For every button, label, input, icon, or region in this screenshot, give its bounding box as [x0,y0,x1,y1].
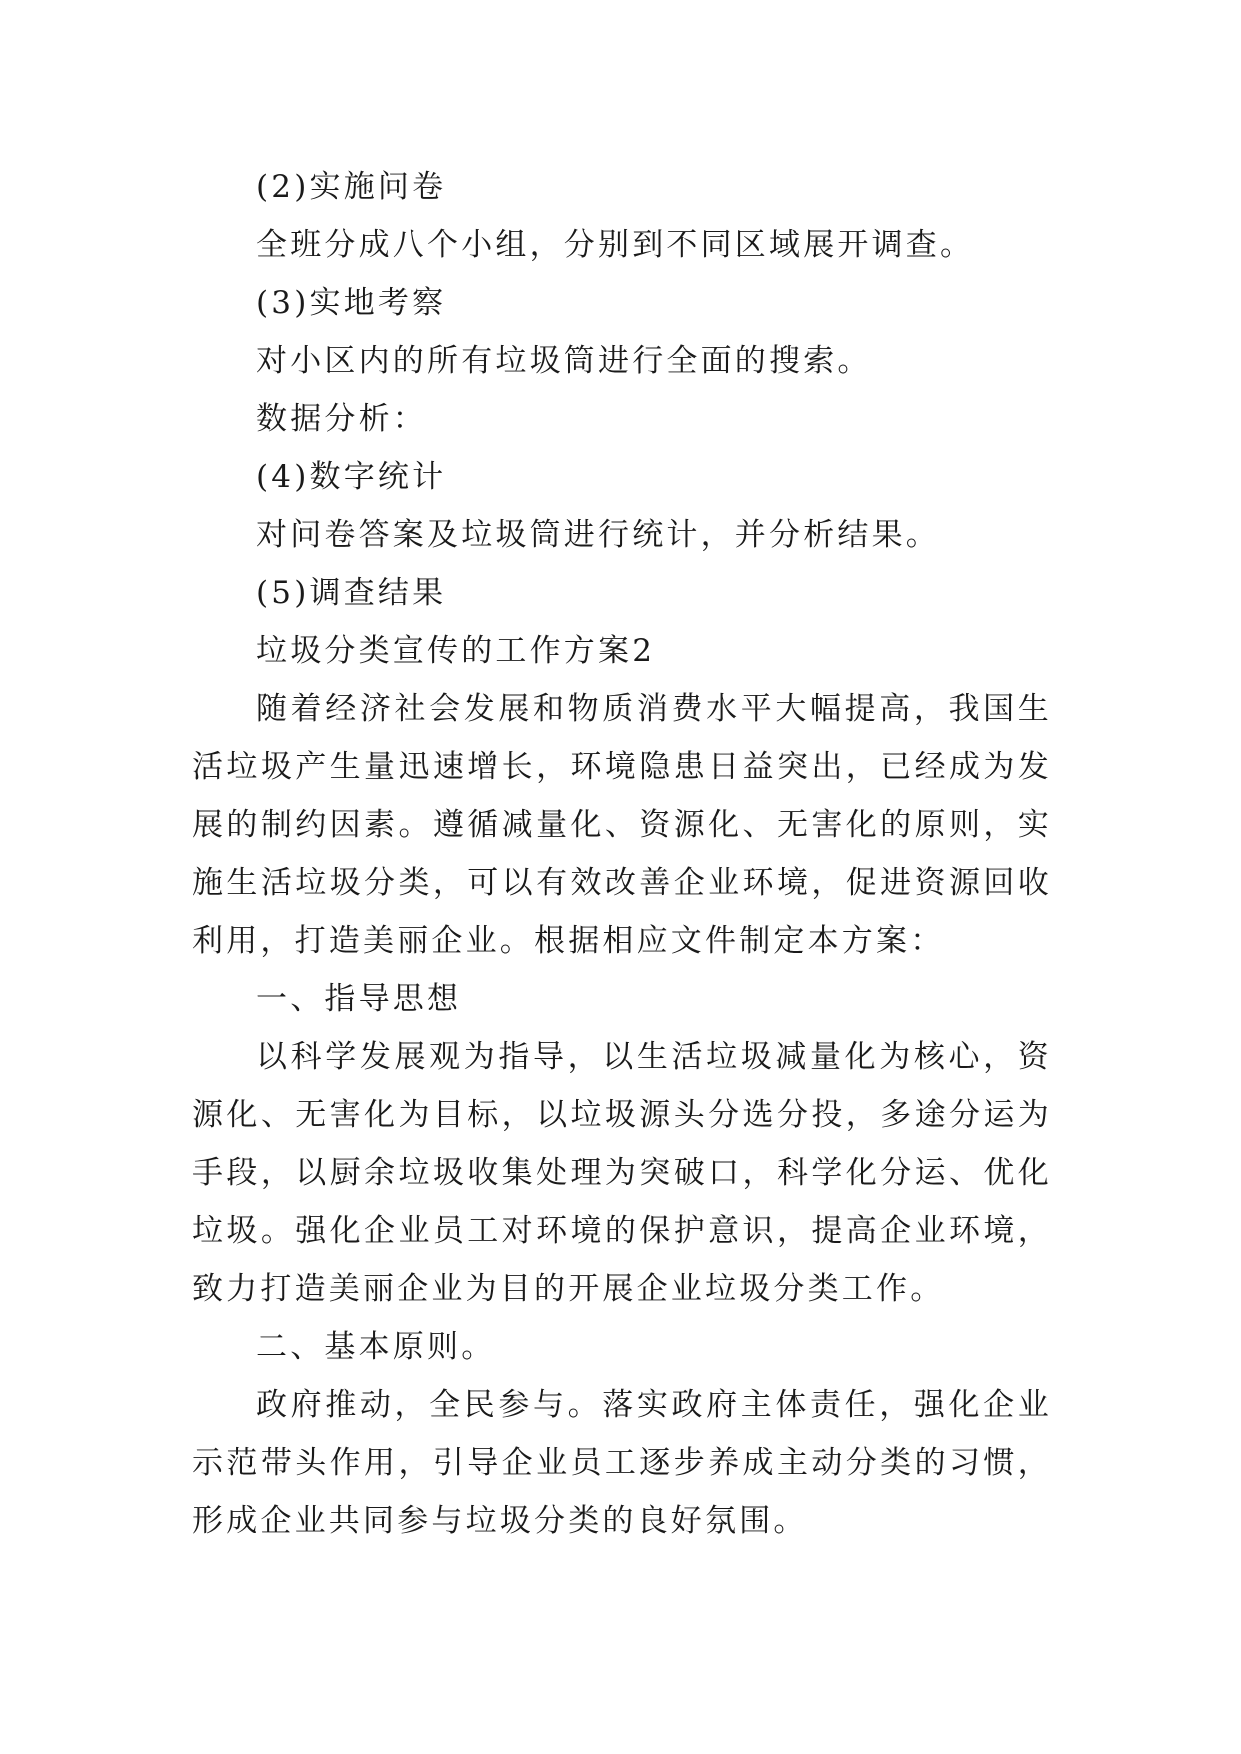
paragraph-data-analysis: 数据分析： [256,401,427,437]
paragraph-field-inspection: (3)实地考察 [256,285,447,321]
document-body [192,158,1052,1550]
paragraph-group-survey: 全班分成八个小组，分别到不同区域展开调查。 [256,227,975,263]
paragraph-digital-statistics: (4)数字统计 [256,459,447,495]
paragraph-basic-principles: 政府推动，全民参与。落实政府主体责任，强化企业示范带头作用，引导企业员工逐步养成主动分类的习惯，形成企业共同参与垃圾分类的良好氛围。 [192,1387,1052,1539]
paragraph-statistics-detail: 对问卷答案及垃圾筒进行统计，并分析结果。 [256,517,940,553]
heading-basic-principles: 二、基本原则。 [256,1329,496,1365]
heading-guiding-ideology: 一、指导思想 [256,981,462,1017]
paragraph-guiding-ideology: 以科学发展观为指导，以生活垃圾减量化为核心，资源化、无害化为目标，以垃圾源头分选分投，多途分运为手段，以厨余垃圾收集处理为突破口，科学化分运、优化垃圾。强化企业员工对环境的保护意识，提高企业环境，致力打造美丽企业为目的开展企业垃圾分类工作。 [192,1039,1052,1307]
paragraph-implement-survey: (2)实施问卷 [256,169,447,205]
paragraph-search-bins: 对小区内的所有垃圾筒进行全面的搜索。 [256,343,872,379]
paragraph-survey-results: (5)调查结果 [256,575,447,611]
paragraph-background: 随着经济社会发展和物质消费水平大幅提高，我国生活垃圾产生量迅速增长，环境隐患日益突出，已经成为发展的制约因素。遵循减量化、资源化、无害化的原则，实施生活垃圾分类，可以有效改善企业环境，促进资源回收利用，打造美丽企业。根据相应文件制定本方案： [192,691,1052,959]
section-title: 垃圾分类宣传的工作方案2 [256,633,656,669]
